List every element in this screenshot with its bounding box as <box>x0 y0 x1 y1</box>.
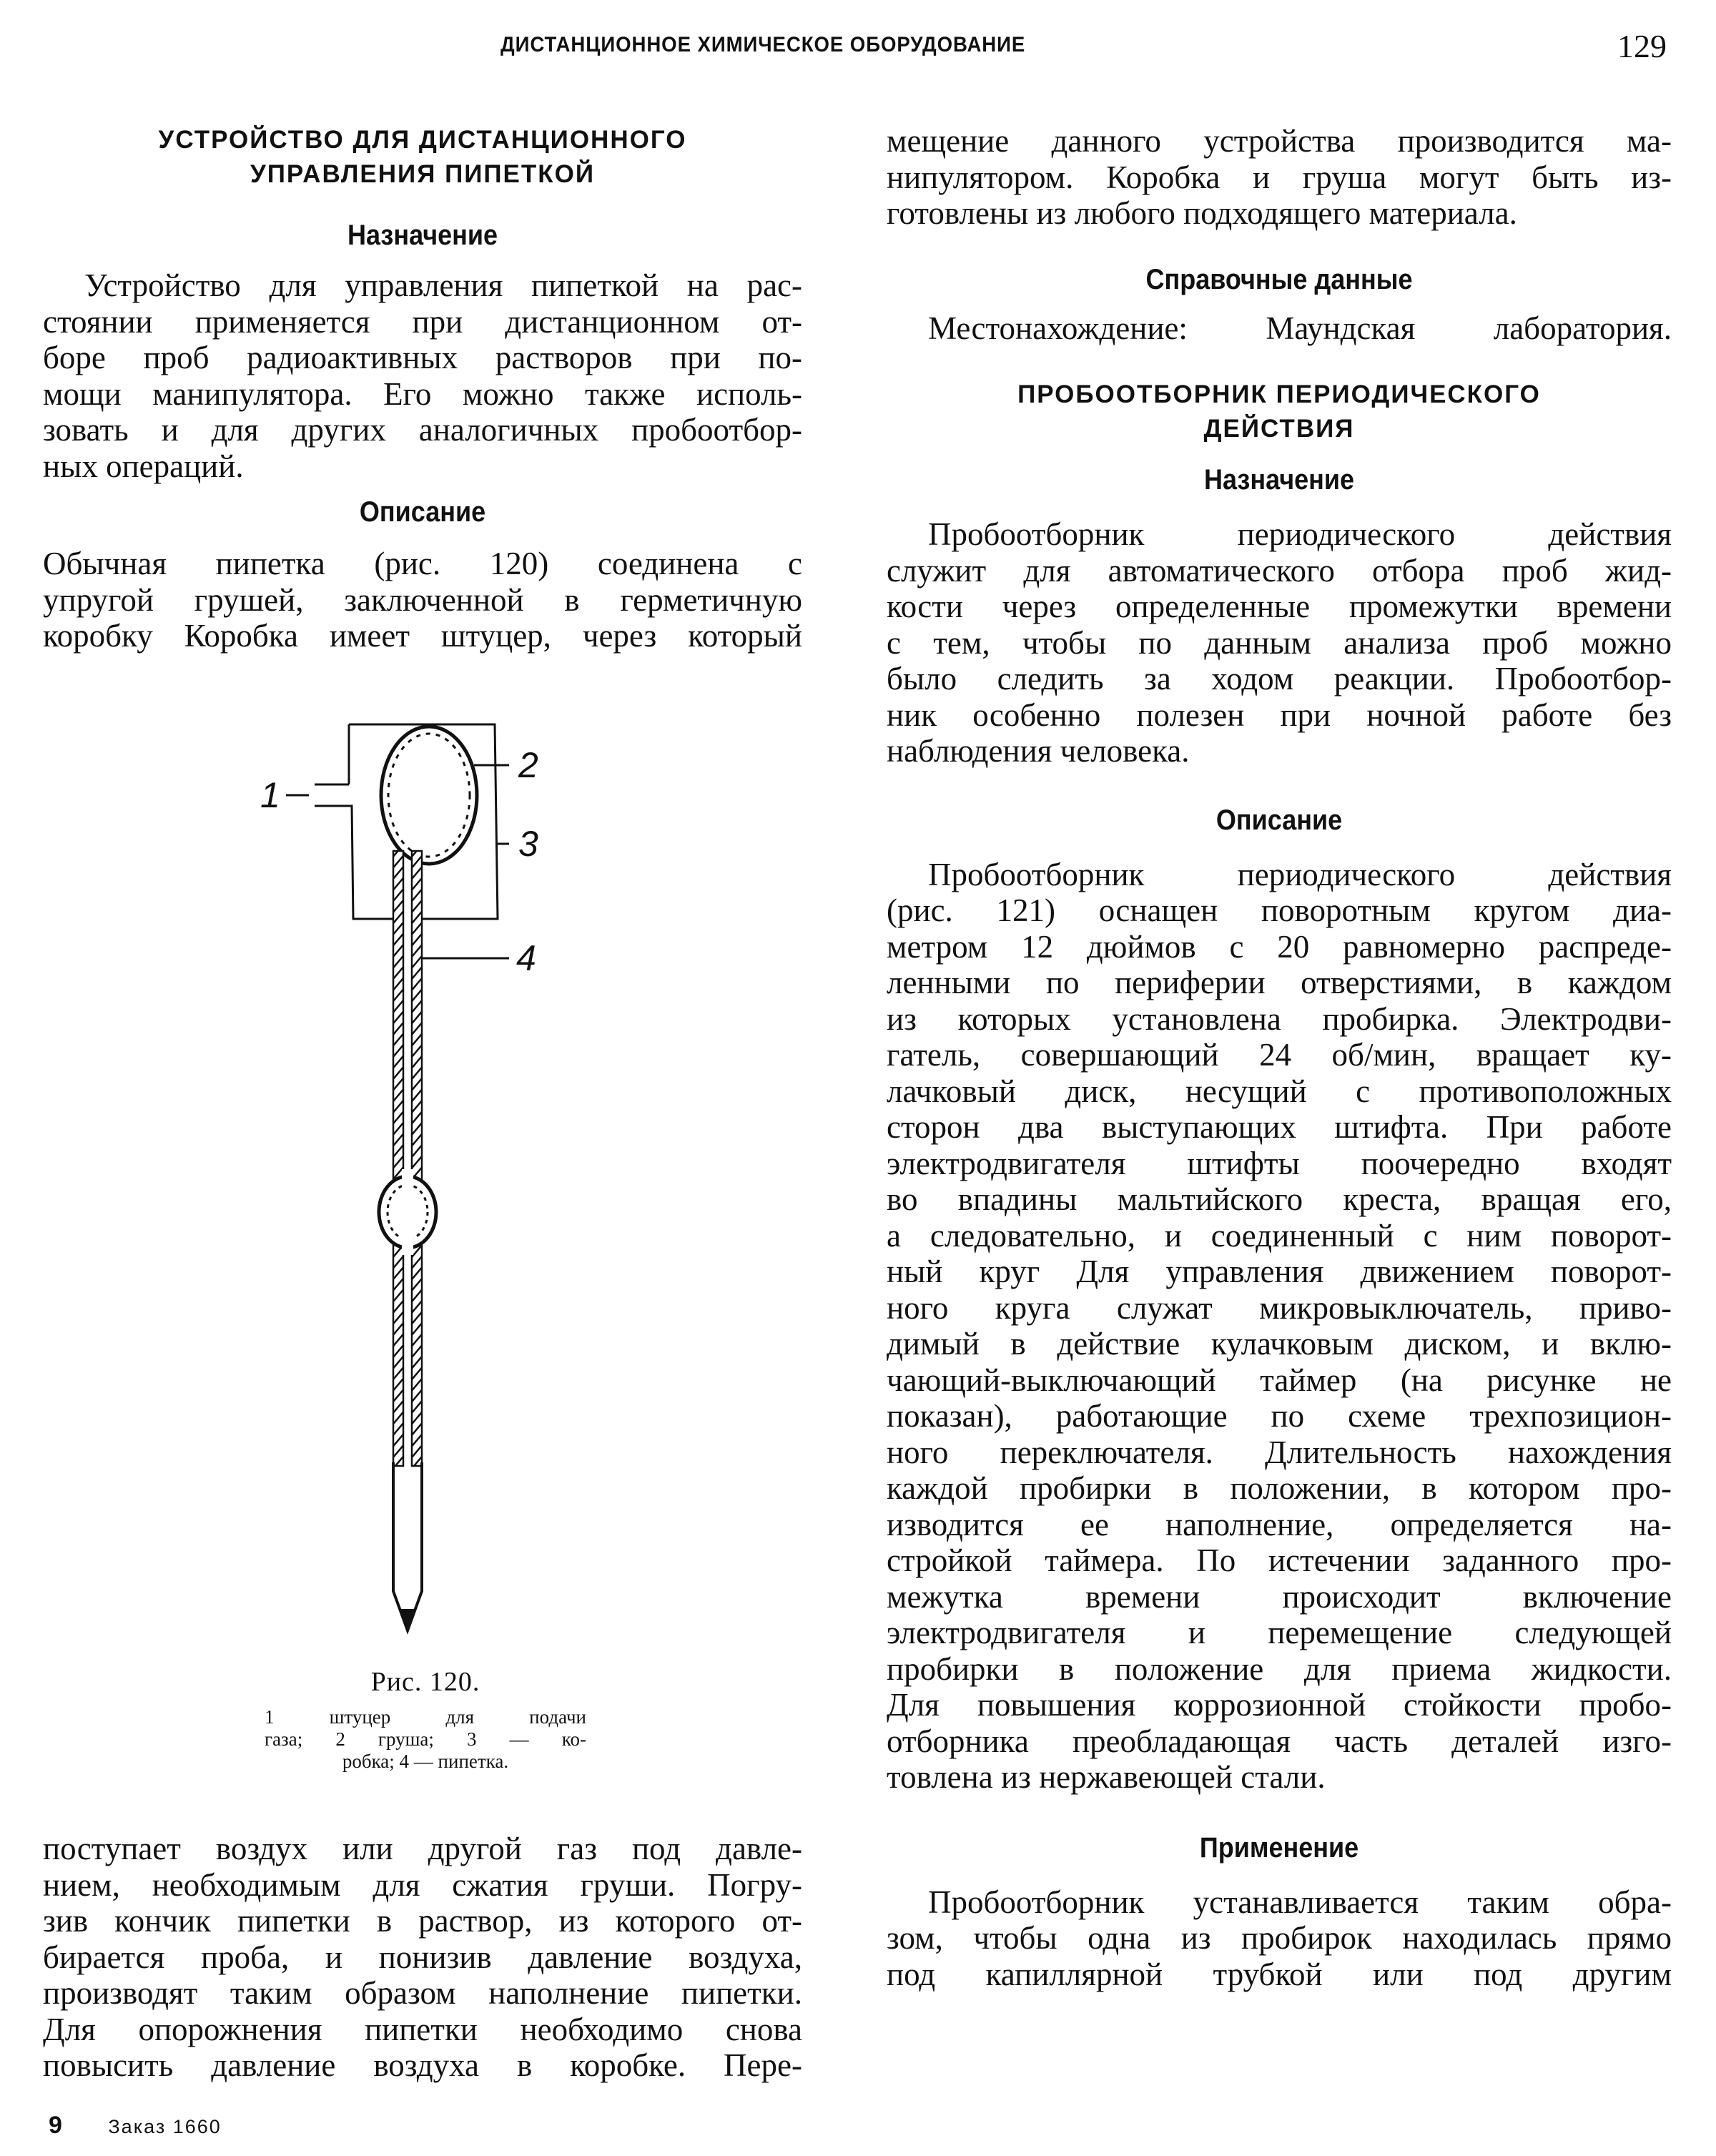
section-title-line: ДЕЙСТВИЯ <box>1203 415 1355 443</box>
text-line: зом, чтобы одна из пробирок находилась прямо <box>887 1920 1672 1956</box>
text-line: ленными по периферии отверстиями, в каждом <box>887 965 1672 1000</box>
text-line: Устройство для управления пипеткой на рас- <box>84 267 802 303</box>
text-line: под капиллярной трубкой или под другим <box>887 1956 1672 1992</box>
page-number: 129 <box>1617 28 1667 64</box>
caption-text <box>265 1706 586 1773</box>
text-line: электродвигателя штифты поочередно входят <box>887 1145 1672 1181</box>
print-order-label: Заказ 1660 <box>108 2116 222 2137</box>
text-line: нипулятором. Коробка и груша могут быть из- <box>887 159 1672 195</box>
text-line: производят таким образом наполнение пипетки. <box>43 1975 802 2011</box>
subhead-application: Применение <box>1199 1831 1359 1864</box>
text-line: зив кончик пипетки в раствор, из которого от- <box>43 1903 802 1939</box>
caption-line: 1 штуцер для подачи <box>265 1706 586 1728</box>
text-line: боре проб радиоактивных растворов при по- <box>43 340 802 375</box>
running-title: ДИСТАНЦИОННОЕ ХИМИЧЕСКОЕ ОБОРУДОВАНИЕ <box>500 33 1026 56</box>
text-line: межутка времени происходит включение <box>887 1578 1672 1615</box>
text-line: ный круг Для управления движением поворот- <box>887 1254 1672 1289</box>
text-line: наблюдения человека. <box>887 733 1190 769</box>
text-line: упругой грушей, заключенной в герметичную <box>43 581 802 618</box>
subhead-purpose: Назначение <box>1203 464 1355 496</box>
text-line: Обычная пипетка (рис. 120) соединена с <box>43 546 802 581</box>
text-line: Пробоотборник устанавливается таким обра- <box>928 1884 1672 1920</box>
text-line: зовать и для других аналогичных пробоотбор- <box>43 412 802 448</box>
text-line: электродвигателя и перемещение следующей <box>887 1615 1672 1650</box>
text-line: изводится ее наполнение, определяется на- <box>887 1506 1672 1542</box>
subhead-description: Описание <box>1216 804 1343 836</box>
text-line: показан), работающие по схеме трехпозицион- <box>887 1398 1672 1434</box>
subhead-reference-data: Справочные данные <box>1145 263 1413 295</box>
text-line: стройкой таймера. По истечении заданного про- <box>887 1542 1672 1578</box>
text-line: Пробоотборник периодического действия <box>928 856 1672 892</box>
text-line: Для повышения коррозионной стойкости пробо- <box>887 1687 1672 1723</box>
caption-line: робка; 4 — пипетка. <box>342 1751 509 1772</box>
text-line: готовлены из любого подходящего материала. <box>887 195 1517 231</box>
text-line: нием, необходимым для сжатия груши. Погру- <box>43 1866 802 1903</box>
section-title-periodic-sampler <box>887 378 1672 446</box>
pipette-diagram-icon <box>243 712 672 1641</box>
left-column-continued <box>43 1831 802 2084</box>
paragraph-reference <box>887 310 1672 347</box>
paragraph-application <box>887 1884 1672 1993</box>
text-line: каждой пробирки в положении, в котором про- <box>887 1470 1672 1506</box>
text-line: мощи манипулятора. Его можно также исполь- <box>43 375 802 412</box>
text-line: димый в действие кулачковым диском, и вклю- <box>887 1326 1672 1362</box>
left-column <box>43 107 802 654</box>
text-line: стоянии применяется при дистанционном от- <box>43 303 802 340</box>
text-line: коробку Коробка имеет штуцер, через который <box>43 618 802 654</box>
text-line: Местонахождение: Маундская лаборатория. <box>928 310 1672 346</box>
text-line: повысить давление воздуха в коробке. Пере- <box>43 2047 802 2083</box>
text-line: ного переключателя. Длительность нахождения <box>887 1434 1672 1470</box>
text-line: Пробоотборник периодического действия <box>928 516 1672 552</box>
text-line: чающий-выключающий таймер (на рисунке не <box>887 1362 1672 1398</box>
text-line: ного круга служат микровыключатель, приво- <box>887 1289 1672 1326</box>
section-title-line: ПРОБООТБОРНИК ПЕРИОДИЧЕСКОГО <box>1017 380 1541 408</box>
signature-number: 9 <box>49 2112 62 2139</box>
text-line: товлена из нержавеющей стали. <box>887 1759 1326 1795</box>
subhead-purpose: Назначение <box>347 220 498 251</box>
paragraph-continuation <box>887 123 1672 232</box>
text-line: бирается проба, и понизив давление воздуха, <box>43 1939 802 1975</box>
text-line: мещение данного устройства производится ма- <box>887 123 1672 159</box>
text-line: во впадины мальтийского креста, вращая его, <box>887 1181 1672 1217</box>
text-line: было следить за ходом реакции. Пробоотбор- <box>887 661 1672 696</box>
text-line: поступает воздух или другой газ под давле- <box>43 1831 802 1866</box>
right-column <box>887 107 1672 1992</box>
paragraph-purpose <box>887 516 1672 769</box>
text-line: а следовательно, и соединенный с ним поворот- <box>887 1217 1672 1254</box>
page-footer <box>49 2112 222 2140</box>
text-line: с тем, чтобы по данным анализа проб можно <box>887 624 1672 661</box>
text-line: сторон два выступающих штифта. При работе <box>887 1109 1672 1145</box>
section-title-pipette-device <box>43 123 802 192</box>
paragraph-description <box>887 857 1672 1796</box>
figure-label-3: 3 <box>518 824 538 864</box>
text-line: из которых установлена пробирка. Электродви- <box>887 1000 1672 1037</box>
section-title-line: УПРАВЛЕНИЯ ПИПЕТКОЙ <box>250 160 596 188</box>
figure-label-4: 4 <box>516 938 536 978</box>
running-head <box>0 27 1716 70</box>
figure-caption <box>265 1666 586 1773</box>
text-line: пробирки в положение для приема жидкости. <box>887 1650 1672 1687</box>
text-line: метром 12 дюймов с 20 равномерно распреде- <box>887 928 1672 965</box>
section-title-line: УСТРОЙСТВО ДЛЯ ДИСТАНЦИОННОГО <box>158 126 687 154</box>
paragraph-description-start <box>43 546 802 654</box>
text-line: служит для автоматического отбора проб жид- <box>887 552 1672 589</box>
caption-title: Рис. 120. <box>370 1667 480 1697</box>
figure-label-2: 2 <box>518 745 538 785</box>
caption-line: газа; 2 груша; 3 — ко- <box>265 1728 586 1750</box>
text-line: кости через определенные промежутки времени <box>887 589 1672 624</box>
text-line: отборника преобладающая часть деталей изго- <box>887 1723 1672 1759</box>
subhead-description: Описание <box>359 496 486 528</box>
text-line: ник особенно полезен при ночной работе без <box>887 696 1672 733</box>
text-line: ных операций. <box>43 448 244 484</box>
text-line: лачковый диск, несущий с противоположных <box>887 1073 1672 1109</box>
text-line: гатель, совершающий 24 об/мин, вращает ку- <box>887 1037 1672 1073</box>
figure-120-pipette-diagram <box>243 712 672 1641</box>
figure-label-1: 1 <box>260 775 280 815</box>
text-line: (рис. 121) оснащен поворотным кругом диа- <box>887 892 1672 928</box>
text-line: Для опорожнения пипетки необходимо снова <box>43 2011 802 2047</box>
paragraph-purpose <box>43 267 802 484</box>
paragraph-description-continued <box>43 1831 802 2084</box>
